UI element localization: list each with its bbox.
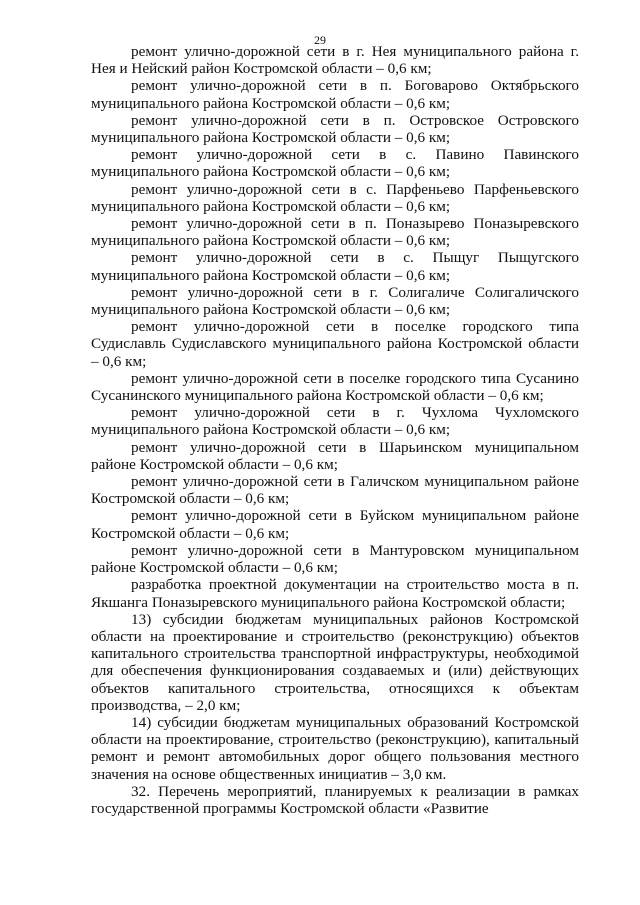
paragraph: ремонт улично-дорожной сети в с. Пыщуг Пыщугского муниципального района Костромской области – 0,6 км; <box>91 249 579 284</box>
paragraph: разработка проектной документации на строительство моста в п. Якшанга Поназыревского муниципального района Костромской области; <box>91 576 579 611</box>
paragraph: ремонт улично-дорожной сети в п. Боговарово Октябрьского муниципального района Костромской области – 0,6 км; <box>91 77 579 112</box>
paragraph: ремонт улично-дорожной сети в г. Нея муниципального района г. Нея и Нейский район Костромской области – 0,6 км; <box>91 43 579 78</box>
paragraph: ремонт улично-дорожной сети в п. Поназырево Поназыревского муниципального района Костромской области – 0,6 км; <box>91 215 579 250</box>
paragraph: 32. Перечень мероприятий, планируемых к реализации в рамках государственной программы Костромской области «Развитие <box>91 782 579 817</box>
paragraph: ремонт улично-дорожной сети в Шарьинском муниципальном районе Костромской области – 0,6 км; <box>91 438 579 473</box>
document-body <box>91 43 579 817</box>
paragraph: ремонт улично-дорожной сети в г. Чухлома Чухломского муниципального района Костромской области – 0,6 км; <box>91 404 579 439</box>
paragraph: 13) субсидии бюджетам муниципальных районов Костромской области на проектирование и строительство (реконструкцию) объектов капитального строительства транспортной инфраструктуры, необходимой для обеспечения функционирования создаваемых и (или) действующих объектов капитального строительства, относящихся к объектам производства, – 2,0 км; <box>91 610 579 714</box>
paragraph: ремонт улично-дорожной сети в поселке городского типа Сусанино Сусанинского муниципального района Костромской области – 0,6 км; <box>91 369 579 405</box>
paragraph: ремонт улично-дорожной сети в поселке городского типа Судиславль Судиславского муниципального района Костромской области – 0,6 км; <box>91 318 579 370</box>
paragraph: ремонт улично-дорожной сети в Галичском муниципальном районе Костромской области – 0,6 км; <box>91 473 579 508</box>
page-number: 29 <box>314 33 326 47</box>
paragraph: ремонт улично-дорожной сети в с. Павино Павинского муниципального района Костромской области – 0,6 км; <box>91 146 579 181</box>
paragraph: ремонт улично-дорожной сети в Буйском муниципальном районе Костромской области – 0,6 км; <box>91 507 579 542</box>
paragraph: 14) субсидии бюджетам муниципальных образований Костромской области на проектирование, строительство (реконструкцию), капитальный ремонт и ремонт автомобильных дорог общего пользования местного значения на основе общественных инициатив – 3,0 км. <box>91 713 579 783</box>
paragraph: ремонт улично-дорожной сети в с. Парфеньево Парфеньевского муниципального района Костромской области – 0,6 км; <box>91 180 579 215</box>
paragraph: ремонт улично-дорожной сети в Мантуровском муниципальном районе Костромской области – 0,6 км; <box>91 541 579 577</box>
paragraph: ремонт улично-дорожной сети в г. Солигаличе Солигаличского муниципального района Костромской области – 0,6 км; <box>91 283 579 319</box>
paragraph: ремонт улично-дорожной сети в п. Островское Островского муниципального района Костромской области – 0,6 км; <box>91 111 579 147</box>
